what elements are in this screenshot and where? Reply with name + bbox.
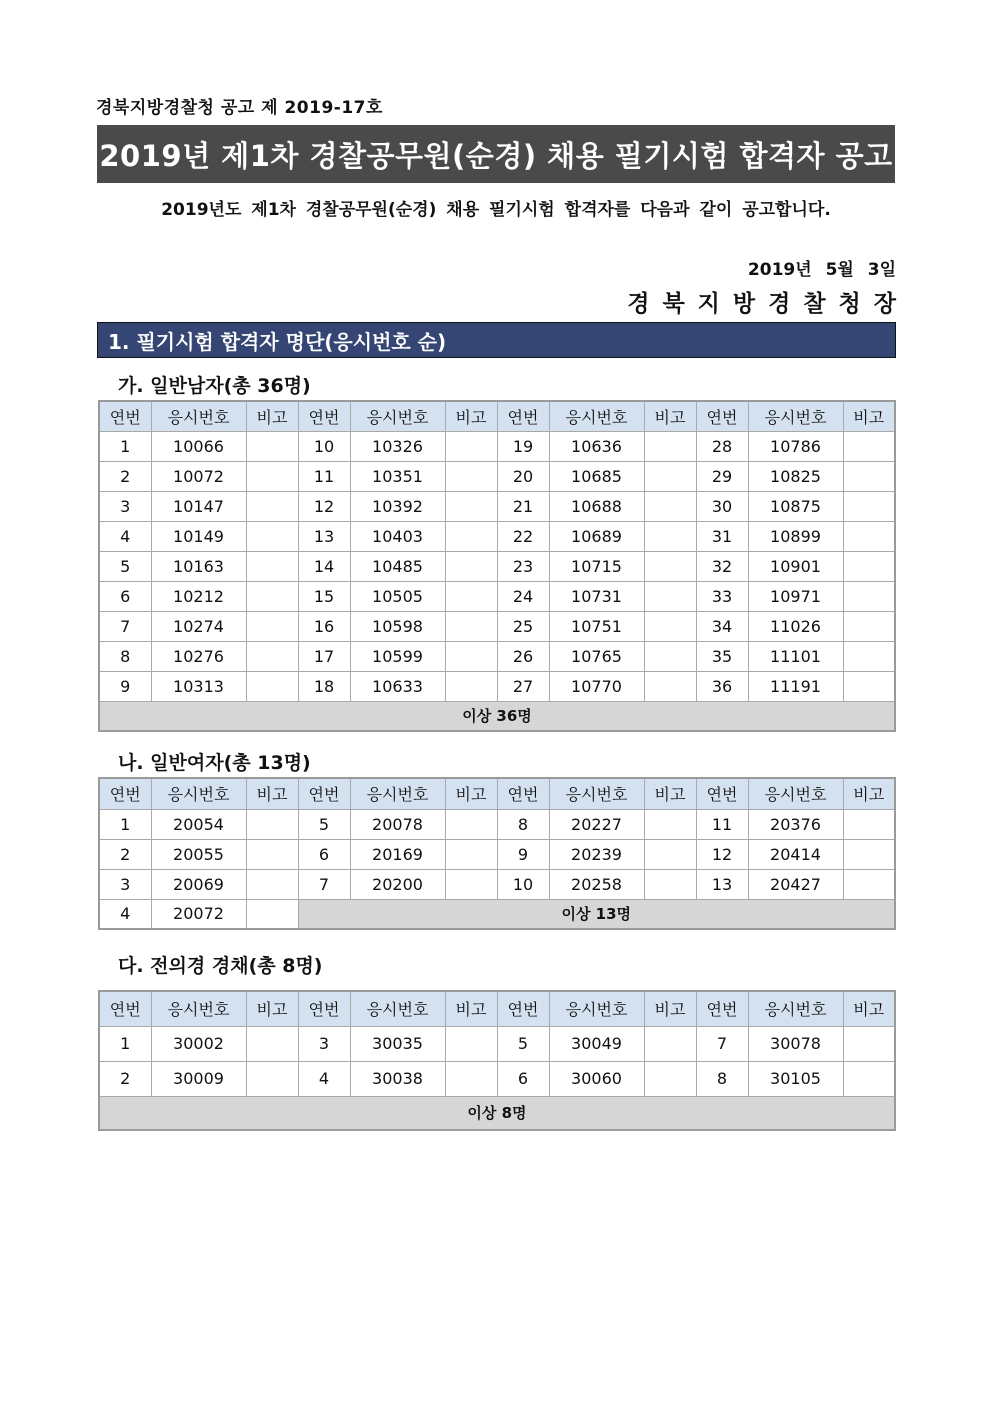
cell-remark [843, 521, 895, 551]
cell-remark [246, 521, 298, 551]
header-remark: 비고 [644, 401, 696, 431]
cell-no: 4 [99, 899, 151, 929]
table-row [99, 581, 895, 611]
cell-exam-id: 10313 [151, 671, 246, 701]
header-remark: 비고 [445, 991, 497, 1026]
cell-no: 24 [497, 581, 549, 611]
cell-exam-id: 10351 [350, 461, 445, 491]
cell-remark [644, 611, 696, 641]
cell-no: 30 [696, 491, 748, 521]
cell-remark [843, 431, 895, 461]
cell-remark [246, 899, 298, 929]
cell-remark [445, 809, 497, 839]
header-no: 연번 [99, 991, 151, 1026]
header-id: 응시번호 [748, 778, 843, 809]
cell-no: 3 [99, 491, 151, 521]
cell-exam-id: 20376 [748, 809, 843, 839]
header-id: 응시번호 [748, 991, 843, 1026]
cell-no: 27 [497, 671, 549, 701]
cell-no: 33 [696, 581, 748, 611]
cell-exam-id: 10899 [748, 521, 843, 551]
cell-no: 13 [696, 869, 748, 899]
cell-no: 7 [696, 1026, 748, 1061]
cell-no: 6 [497, 1061, 549, 1096]
cell-exam-id: 20055 [151, 839, 246, 869]
cell-remark [445, 641, 497, 671]
cell-remark [246, 461, 298, 491]
cell-exam-id: 10072 [151, 461, 246, 491]
cell-no: 9 [497, 839, 549, 869]
cell-remark [246, 1061, 298, 1096]
header-no: 연번 [99, 401, 151, 431]
cell-exam-id: 30002 [151, 1026, 246, 1061]
cell-exam-id: 10163 [151, 551, 246, 581]
cell-exam-id: 30035 [350, 1026, 445, 1061]
notice-date: 2019년 5월 3일 [747, 260, 896, 280]
cell-no: 25 [497, 611, 549, 641]
cell-exam-id: 10636 [549, 431, 644, 461]
cell-no: 6 [298, 839, 350, 869]
header-no: 연번 [497, 778, 549, 809]
cell-no: 36 [696, 671, 748, 701]
header-remark: 비고 [843, 778, 895, 809]
cell-exam-id: 10689 [549, 521, 644, 551]
table-header-row [99, 401, 895, 431]
cell-exam-id: 10149 [151, 521, 246, 551]
cell-exam-id: 10326 [350, 431, 445, 461]
cell-remark [843, 671, 895, 701]
cell-remark [246, 551, 298, 581]
cell-remark [644, 641, 696, 671]
table-header-row [99, 778, 895, 809]
cell-remark [843, 581, 895, 611]
cell-remark [246, 491, 298, 521]
cell-exam-id: 10212 [151, 581, 246, 611]
cell-exam-id: 10715 [549, 551, 644, 581]
cell-remark [445, 1026, 497, 1061]
cell-remark [445, 461, 497, 491]
cell-remark [843, 1026, 895, 1061]
cell-remark [644, 431, 696, 461]
cell-exam-id: 10392 [350, 491, 445, 521]
cell-no: 10 [497, 869, 549, 899]
cell-remark [246, 431, 298, 461]
table-row [99, 641, 895, 671]
header-id: 응시번호 [549, 778, 644, 809]
cell-exam-id: 10770 [549, 671, 644, 701]
header-remark: 비고 [246, 991, 298, 1026]
header-id: 응시번호 [350, 778, 445, 809]
cell-remark [445, 869, 497, 899]
header-no: 연번 [298, 991, 350, 1026]
cell-exam-id: 10901 [748, 551, 843, 581]
cell-remark [445, 551, 497, 581]
cell-no: 5 [298, 809, 350, 839]
cell-no: 20 [497, 461, 549, 491]
cell-remark [445, 611, 497, 641]
cell-remark [246, 671, 298, 701]
cell-no: 8 [497, 809, 549, 839]
cell-exam-id: 11101 [748, 641, 843, 671]
header-remark: 비고 [246, 401, 298, 431]
cell-exam-id: 30049 [549, 1026, 644, 1061]
header-remark: 비고 [246, 778, 298, 809]
cell-exam-id: 30009 [151, 1061, 246, 1096]
cell-no: 2 [99, 1061, 151, 1096]
cell-no: 2 [99, 461, 151, 491]
table-row [99, 671, 895, 701]
cell-remark [843, 869, 895, 899]
cell-remark [843, 641, 895, 671]
table-row [99, 491, 895, 521]
cell-remark [445, 671, 497, 701]
header-no: 연번 [298, 778, 350, 809]
header-id: 응시번호 [350, 991, 445, 1026]
cell-exam-id: 30038 [350, 1061, 445, 1096]
table-row [99, 1061, 895, 1096]
cell-exam-id: 10685 [549, 461, 644, 491]
header-id: 응시번호 [549, 401, 644, 431]
table-header-row [99, 991, 895, 1026]
header-remark: 비고 [644, 778, 696, 809]
cell-no: 4 [298, 1061, 350, 1096]
cell-no: 1 [99, 1026, 151, 1061]
cell-exam-id: 10825 [748, 461, 843, 491]
cell-no: 23 [497, 551, 549, 581]
cell-remark [644, 809, 696, 839]
cell-no: 10 [298, 431, 350, 461]
cell-remark [445, 491, 497, 521]
cell-exam-id: 20054 [151, 809, 246, 839]
cell-exam-id: 30105 [748, 1061, 843, 1096]
cell-no: 26 [497, 641, 549, 671]
cell-no: 35 [696, 641, 748, 671]
cell-no: 12 [298, 491, 350, 521]
cell-exam-id: 10786 [748, 431, 843, 461]
cell-exam-id: 20200 [350, 869, 445, 899]
cell-remark [843, 491, 895, 521]
cell-no: 7 [298, 869, 350, 899]
group-title-veteran: 다. 전의경 경채(총 8명) [118, 955, 323, 977]
cell-no: 11 [298, 461, 350, 491]
header-id: 응시번호 [151, 401, 246, 431]
header-id: 응시번호 [151, 991, 246, 1026]
cell-exam-id: 20072 [151, 899, 246, 929]
header-remark: 비고 [843, 991, 895, 1026]
cell-exam-id: 20414 [748, 839, 843, 869]
cell-exam-id: 10765 [549, 641, 644, 671]
cell-no: 3 [298, 1026, 350, 1061]
cell-no: 14 [298, 551, 350, 581]
cell-no: 34 [696, 611, 748, 641]
cell-exam-id: 20239 [549, 839, 644, 869]
cell-remark [445, 431, 497, 461]
cell-no: 32 [696, 551, 748, 581]
cell-exam-id: 10633 [350, 671, 445, 701]
header-no: 연번 [99, 778, 151, 809]
cell-remark [246, 809, 298, 839]
total-row: 이상 8명 [99, 1096, 895, 1130]
total-row: 이상 36명 [99, 701, 895, 731]
cell-remark [843, 809, 895, 839]
cell-no: 1 [99, 431, 151, 461]
cell-remark [445, 521, 497, 551]
header-no: 연번 [298, 401, 350, 431]
cell-no: 5 [497, 1026, 549, 1061]
results-table-veteran [98, 990, 896, 1131]
cell-no: 16 [298, 611, 350, 641]
header-remark: 비고 [843, 401, 895, 431]
cell-no: 7 [99, 611, 151, 641]
cell-exam-id: 10403 [350, 521, 445, 551]
table-row [99, 899, 895, 929]
cell-exam-id: 20169 [350, 839, 445, 869]
cell-no: 5 [99, 551, 151, 581]
cell-exam-id: 10875 [748, 491, 843, 521]
cell-remark [644, 491, 696, 521]
cell-no: 19 [497, 431, 549, 461]
cell-exam-id: 10731 [549, 581, 644, 611]
cell-no: 28 [696, 431, 748, 461]
cell-exam-id: 10688 [549, 491, 644, 521]
cell-remark [246, 869, 298, 899]
cell-no: 17 [298, 641, 350, 671]
cell-remark [843, 551, 895, 581]
cell-remark [644, 1026, 696, 1061]
notice-number: 경북지방경찰청 공고 제 2019-17호 [96, 98, 383, 118]
cell-remark [246, 611, 298, 641]
table-row [99, 1026, 895, 1061]
cell-no: 11 [696, 809, 748, 839]
header-remark: 비고 [445, 401, 497, 431]
header-remark: 비고 [644, 991, 696, 1026]
cell-no: 8 [99, 641, 151, 671]
cell-remark [246, 1026, 298, 1061]
cell-exam-id: 10147 [151, 491, 246, 521]
cell-exam-id: 11026 [748, 611, 843, 641]
cell-remark [843, 839, 895, 869]
cell-remark [644, 1061, 696, 1096]
cell-exam-id: 20427 [748, 869, 843, 899]
cell-exam-id: 30060 [549, 1061, 644, 1096]
cell-exam-id: 10066 [151, 431, 246, 461]
header-remark: 비고 [445, 778, 497, 809]
cell-exam-id: 10276 [151, 641, 246, 671]
header-no: 연번 [696, 778, 748, 809]
cell-exam-id: 10485 [350, 551, 445, 581]
cell-remark [246, 839, 298, 869]
cell-remark [644, 869, 696, 899]
results-table-female [98, 777, 896, 930]
cell-no: 3 [99, 869, 151, 899]
header-id: 응시번호 [350, 401, 445, 431]
table-row [99, 869, 895, 899]
cell-exam-id: 20078 [350, 809, 445, 839]
cell-no: 9 [99, 671, 151, 701]
results-table-male [98, 400, 896, 732]
table-row [99, 461, 895, 491]
cell-no: 8 [696, 1061, 748, 1096]
cell-no: 18 [298, 671, 350, 701]
cell-remark [843, 1061, 895, 1096]
cell-no: 1 [99, 809, 151, 839]
cell-exam-id: 20258 [549, 869, 644, 899]
cell-remark [843, 461, 895, 491]
header-no: 연번 [696, 401, 748, 431]
cell-remark [644, 461, 696, 491]
cell-no: 15 [298, 581, 350, 611]
cell-no: 22 [497, 521, 549, 551]
signer: 경북지방경찰청장 [627, 291, 909, 317]
cell-remark [843, 611, 895, 641]
cell-no: 21 [497, 491, 549, 521]
intro-text: 2019년도 제1차 경찰공무원(순경) 채용 필기시험 합격자를 다음과 같이 공고합니다. [161, 200, 831, 220]
cell-no: 13 [298, 521, 350, 551]
cell-exam-id: 11191 [748, 671, 843, 701]
section-title: 1. 필기시험 합격자 명단(응시번호 순) [97, 322, 896, 358]
cell-remark [644, 581, 696, 611]
cell-no: 2 [99, 839, 151, 869]
cell-remark [644, 671, 696, 701]
cell-exam-id: 10599 [350, 641, 445, 671]
table-row [99, 809, 895, 839]
cell-no: 6 [99, 581, 151, 611]
header-id: 응시번호 [151, 778, 246, 809]
table-row [99, 521, 895, 551]
table-row [99, 431, 895, 461]
header-id: 응시번호 [549, 991, 644, 1026]
header-no: 연번 [497, 401, 549, 431]
cell-no: 31 [696, 521, 748, 551]
page-title: 2019년 제1차 경찰공무원(순경) 채용 필기시험 합격자 공고 [97, 125, 895, 183]
cell-exam-id: 10598 [350, 611, 445, 641]
cell-remark [445, 1061, 497, 1096]
group-title-male: 가. 일반남자(총 36명) [118, 375, 311, 397]
table-row [99, 611, 895, 641]
cell-remark [445, 581, 497, 611]
header-id: 응시번호 [748, 401, 843, 431]
cell-no: 29 [696, 461, 748, 491]
cell-remark [246, 641, 298, 671]
cell-exam-id: 20227 [549, 809, 644, 839]
header-no: 연번 [497, 991, 549, 1026]
group-title-female: 나. 일반여자(총 13명) [118, 752, 311, 774]
cell-exam-id: 10274 [151, 611, 246, 641]
table-row [99, 839, 895, 869]
cell-exam-id: 10505 [350, 581, 445, 611]
total-row: 이상 13명 [298, 899, 895, 929]
cell-exam-id: 10751 [549, 611, 644, 641]
cell-exam-id: 10971 [748, 581, 843, 611]
cell-exam-id: 30078 [748, 1026, 843, 1061]
cell-remark [644, 551, 696, 581]
cell-remark [644, 839, 696, 869]
cell-remark [246, 581, 298, 611]
header-no: 연번 [696, 991, 748, 1026]
table-row [99, 551, 895, 581]
cell-remark [644, 521, 696, 551]
cell-exam-id: 20069 [151, 869, 246, 899]
cell-remark [445, 839, 497, 869]
cell-no: 12 [696, 839, 748, 869]
cell-no: 4 [99, 521, 151, 551]
